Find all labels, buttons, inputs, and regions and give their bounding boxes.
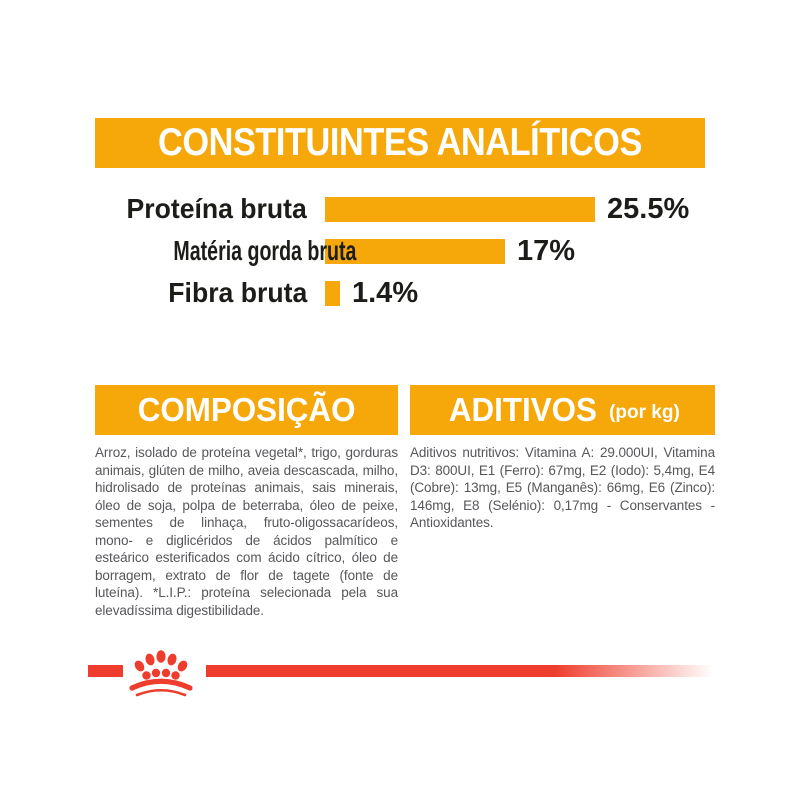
analytical-constituents-chart bbox=[95, 188, 735, 314]
chart-bar bbox=[325, 281, 340, 306]
chart-bar bbox=[325, 197, 595, 222]
chart-category-label: Fibra bruta bbox=[168, 277, 307, 308]
additives-section bbox=[410, 385, 715, 532]
chart-value-label: 17% bbox=[517, 234, 576, 267]
composition-title: COMPOSIÇÃO bbox=[137, 391, 356, 428]
section-header-additives bbox=[410, 385, 715, 435]
composition-text: Arroz, isolado de proteína vegetal*, trigo, gorduras animais, glúten de milho, aveia descascada, milho, hidrolisado de proteínas animais, sais minerais, óleo de soja, polpa de beterraba, óleo de peixe, sementes de linhaça, fruto-oligossacarídeos, mono- e diglicéridos de ácidos palmítico e esteárico esterificados com ácido cítrico, óleo de borragem, extrato de flor de tagete (fonte de luteína). *L.I.P.: proteína selecionada pela sua elevadíssima digestibilidade. bbox=[95, 445, 398, 618]
additives-text: Aditivos nutritivos: Vitamina A: 29.000UI, Vitamina D3: 800UI, E1 (Ferro): 67mg, E2 (Iodo): 5,4mg, E4 (Cobre): 13mg, E5 (Manganês): 66mg, E6 (Zinco): 146mg, E8 (Selénio): 0,17mg - Conservantes - Antioxidantes. bbox=[410, 445, 715, 530]
chart-value-label: 1.4% bbox=[352, 276, 419, 309]
section-header-analytical-constituents bbox=[95, 118, 705, 168]
chart-value-label: 25.5% bbox=[607, 192, 690, 225]
chart-row bbox=[95, 230, 735, 272]
royal-canin-crown-logo bbox=[124, 649, 198, 699]
section-title-analytical-constituents: CONSTITUINTES ANALÍTICOS bbox=[158, 121, 642, 164]
chart-category-label: Proteína bruta bbox=[126, 193, 307, 224]
chart-row bbox=[95, 272, 735, 314]
additives-title-suffix: (por kg) bbox=[609, 402, 680, 423]
chart-category-label: Matéria gorda bruta bbox=[173, 235, 357, 266]
composition-section bbox=[95, 385, 398, 619]
section-header-composition bbox=[95, 385, 398, 435]
footer-divider-left bbox=[88, 665, 123, 677]
additives-title: ADITIVOS bbox=[449, 391, 598, 428]
footer-divider-right bbox=[206, 665, 718, 677]
chart-row bbox=[95, 188, 735, 230]
